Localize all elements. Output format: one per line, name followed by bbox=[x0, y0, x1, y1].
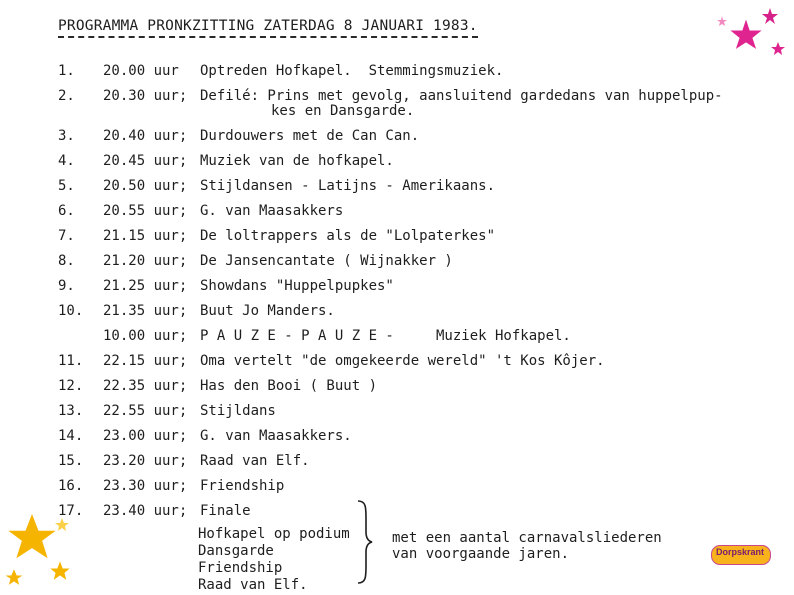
item-separator bbox=[179, 63, 187, 79]
finale-item: Dansgarde bbox=[198, 543, 274, 559]
item-act: Stijldans bbox=[200, 403, 276, 419]
item-time: 21.15 uur bbox=[103, 228, 179, 244]
item-act: Friendship bbox=[200, 478, 285, 494]
item-act: Oma vertelt "de omgekeerde wereld" 't Kos Kôjer. bbox=[200, 353, 605, 369]
item-act: Durdouwers met de Can Can. bbox=[200, 128, 420, 144]
item-time-group bbox=[103, 453, 196, 469]
yellow-star-icon bbox=[49, 560, 71, 581]
yellow-star-icon bbox=[55, 518, 69, 531]
finale-item: Friendship bbox=[198, 560, 283, 576]
item-separator: ; bbox=[178, 453, 196, 469]
item-separator: ; bbox=[178, 253, 196, 269]
item-act: Raad van Elf. bbox=[200, 453, 310, 469]
item-time: 20.55 uur bbox=[103, 203, 179, 219]
item-number: 5. bbox=[58, 178, 75, 194]
item-time: 22.15 uur bbox=[103, 353, 179, 369]
item-number: 7. bbox=[58, 228, 75, 244]
yellow-star-icon bbox=[6, 512, 58, 560]
item-act: Stijldansen - Latijns - Amerikaans. bbox=[200, 178, 496, 194]
yellow-star-icon bbox=[4, 568, 24, 586]
item-time: 23.20 uur bbox=[103, 453, 179, 469]
item-separator: ; bbox=[178, 178, 196, 194]
item-time-group bbox=[103, 253, 196, 269]
finale-item: Hofkapel op podium bbox=[198, 526, 350, 542]
finale-note-line: van voorgaande jaren. bbox=[392, 546, 570, 562]
item-time: 23.40 uur bbox=[103, 503, 179, 519]
item-act: De Jansencantate ( Wijnakker ) bbox=[200, 253, 453, 269]
item-separator: ; bbox=[178, 353, 196, 369]
item-time: 20.50 uur bbox=[103, 178, 179, 194]
item-time: 22.35 uur bbox=[103, 378, 179, 394]
item-separator: ; bbox=[178, 278, 196, 294]
item-act: G. van Maasakkers. bbox=[200, 428, 352, 444]
item-time-group bbox=[103, 353, 196, 369]
item-act: De loltrappers als de "Lolpaterkes" bbox=[200, 228, 496, 244]
item-time-group bbox=[103, 478, 196, 494]
yellow-stars-decoration bbox=[0, 508, 80, 595]
item-act: Defilé: Prins met gevolg, aansluitend gardedans van huppelpup- bbox=[200, 88, 723, 104]
logo-text: Dorpskrant bbox=[716, 547, 765, 557]
item-time-group bbox=[103, 278, 196, 294]
pink-stars-decoration bbox=[712, 4, 792, 70]
item-time-group bbox=[103, 63, 187, 79]
item-separator: ; bbox=[178, 403, 196, 419]
item-separator: ; bbox=[178, 88, 196, 104]
item-time: 20.45 uur bbox=[103, 153, 179, 169]
item-number: 8. bbox=[58, 253, 75, 269]
item-number: 3. bbox=[58, 128, 75, 144]
item-number: 9. bbox=[58, 278, 75, 294]
finale-note-line: met een aantal carnavalsliederen bbox=[392, 530, 662, 546]
item-time: 21.25 uur bbox=[103, 278, 179, 294]
dorpskrant-logo bbox=[711, 545, 771, 565]
pink-star-icon bbox=[729, 18, 763, 50]
item-time: 20.30 uur bbox=[103, 88, 179, 104]
item-separator: ; bbox=[178, 128, 196, 144]
item-time: 20.40 uur bbox=[103, 128, 179, 144]
item-number: 13. bbox=[58, 403, 84, 419]
item-time: 21.20 uur bbox=[103, 253, 179, 269]
item-number: 15. bbox=[58, 453, 84, 469]
pink-star-icon bbox=[762, 8, 778, 24]
item-time-group bbox=[103, 178, 196, 194]
item-separator: ; bbox=[178, 303, 196, 319]
item-act: Optreden Hofkapel. Stemmingsmuziek. bbox=[200, 63, 504, 79]
item-separator: ; bbox=[178, 228, 196, 244]
item-time-group bbox=[103, 203, 196, 219]
item-separator: ; bbox=[178, 378, 196, 394]
curly-brace-icon bbox=[352, 499, 378, 585]
item-act: Buut Jo Manders. bbox=[200, 303, 335, 319]
document-title: PROGRAMMA PRONKZITTING ZATERDAG 8 JANUARI 1983. bbox=[58, 18, 478, 38]
item-number: 6. bbox=[58, 203, 75, 219]
item-number: 14. bbox=[58, 428, 84, 444]
item-act: Muziek van de hofkapel. bbox=[200, 153, 394, 169]
item-time-group bbox=[103, 88, 196, 104]
item-number: 10. bbox=[58, 303, 84, 319]
item-time: 23.30 uur bbox=[103, 478, 179, 494]
item-act: Has den Booi ( Buut ) bbox=[200, 378, 378, 394]
item-time: 20.00 uur bbox=[103, 63, 179, 79]
item-time-group bbox=[103, 503, 196, 519]
item-time-group bbox=[103, 403, 196, 419]
item-time-group bbox=[103, 228, 196, 244]
row-2-continuation: kes en Dansgarde. bbox=[271, 103, 415, 119]
item-number: 11. bbox=[58, 353, 84, 369]
item-number: 4. bbox=[58, 153, 75, 169]
pink-star-icon bbox=[717, 16, 727, 26]
item-number: 1. bbox=[58, 63, 75, 79]
item-time: 21.35 uur bbox=[103, 303, 179, 319]
item-separator: ; bbox=[178, 478, 196, 494]
item-time-group bbox=[103, 153, 196, 169]
item-number: 17. bbox=[58, 503, 84, 519]
item-separator: ; bbox=[178, 153, 196, 169]
item-time-group bbox=[103, 303, 196, 319]
item-number: 12. bbox=[58, 378, 84, 394]
item-time: 10.00 uur bbox=[103, 328, 179, 344]
item-act: Finale bbox=[200, 503, 251, 519]
pink-star-icon bbox=[771, 42, 785, 55]
item-act: G. van Maasakkers bbox=[200, 203, 344, 219]
finale-item: Raad van Elf. bbox=[198, 577, 308, 593]
item-time: 23.00 uur bbox=[103, 428, 179, 444]
item-act: P A U Z E - P A U Z E - Muziek Hofkapel. bbox=[200, 328, 571, 344]
item-time-group bbox=[103, 328, 196, 344]
item-number: 2. bbox=[58, 88, 75, 104]
item-separator: ; bbox=[178, 203, 196, 219]
item-act: Showdans "Huppelpupkes" bbox=[200, 278, 394, 294]
item-separator: ; bbox=[178, 328, 196, 344]
item-number: 16. bbox=[58, 478, 84, 494]
item-time-group bbox=[103, 128, 196, 144]
item-time-group bbox=[103, 378, 196, 394]
item-separator: ; bbox=[178, 428, 196, 444]
item-separator: ; bbox=[178, 503, 196, 519]
item-time: 22.55 uur bbox=[103, 403, 179, 419]
item-time-group bbox=[103, 428, 196, 444]
